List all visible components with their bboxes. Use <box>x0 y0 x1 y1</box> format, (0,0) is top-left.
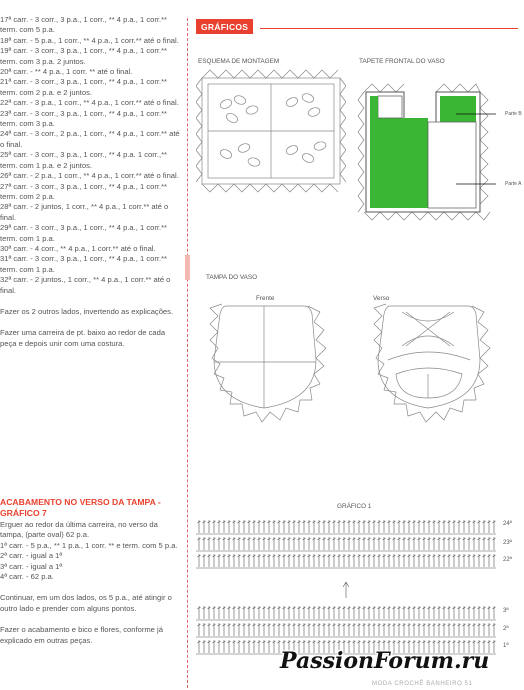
finish-line: 2ª carr. - igual a 1ª <box>0 551 63 561</box>
instruction-row: 26ª carr. - 2 p.a., 1 corr., ** 4 p.a., 1 corr.** até o final. <box>0 171 179 181</box>
row-label-24: 24ª <box>503 521 512 527</box>
instruction-row: 19ª carr. - 3 corr., 3 p.a., 1 corr., ** 4 p.a., 1 corr.** term. com 3 p.a. 2 juntos. <box>0 46 167 66</box>
instruction-row: 28ª carr. - 2 juntos, 1 corr., ** 4 p.a., 1 corr.** até o final. <box>0 202 169 222</box>
grafico1-caption: GRÁFICO 1 <box>337 503 372 510</box>
instruction-row: 22ª carr. - 3 p.a., 1 corr., ** 4 p.a., 1 corr.** até o final. <box>0 98 179 108</box>
side-marker <box>185 255 190 280</box>
instruction-row: 21ª carr. - 3 corr., 3 p.a., 1 corr., ** 4 p.a., 1 corr.** term. com 2 p.a. e 2 juntos. <box>0 77 167 97</box>
esquema-diagram <box>196 66 346 196</box>
finish-paragraph-b: Fazer o acabamento e bico e flores, conforme já explicado em outras peças. <box>0 625 163 645</box>
finish-line: 3ª carr. - igual a 1ª <box>0 561 63 571</box>
parte-b-label: Parte B <box>505 111 522 117</box>
finish-body <box>0 520 183 646</box>
tampa-caption: TAMPA DO VASO <box>206 274 258 281</box>
row-label-1: 1ª <box>503 643 509 649</box>
tampa-frente-diagram <box>200 300 330 425</box>
row-label-23: 23ª <box>503 540 512 546</box>
grafico1-chart <box>196 516 500 664</box>
instruction-row: 29ª carr. - 3 corr., 3 p.a., 1 corr., ** 4 p.a., 1 corr.** term. com 1 p.a. <box>0 223 167 243</box>
paragraph-invert: Fazer os 2 outros lados, invertendo as explicações. <box>0 306 174 316</box>
row-label-22: 22ª <box>503 557 512 563</box>
page-footer: MODA CROCHÊ BANHEIRO 51 <box>372 681 473 687</box>
paragraph-join: Fazer uma carreira de pt. baixo ao redor de cada peça e depois unir com uma costura. <box>0 328 166 348</box>
finish-line: 4ª carr. - 62 p.a. <box>0 572 54 582</box>
esquema-caption: ESQUEMA DE MONTAGEM <box>198 58 280 65</box>
finish-line: Erguer ao redor da última carreira, no verso da tampa, (parte oval) 62 p.a. <box>0 520 158 540</box>
instructions-list <box>0 15 183 349</box>
parte-b-left <box>370 118 428 208</box>
parte-b-right <box>440 96 476 122</box>
finish-line: 1ª carr. - 5 p.a., ** 1 p.a., 1 corr. ** e term. com 5 p.a. <box>0 540 178 550</box>
column-divider <box>187 18 188 688</box>
frente-label: Frente <box>256 295 275 302</box>
tapete-caption: TAPETE FRONTAL DO VASO <box>359 58 445 65</box>
instruction-row: 17ª carr. - 3 corr., 3 p.a., 1 corr., ** 4 p.a., 1 corr.** term. com 5 p.a. <box>0 15 167 35</box>
instruction-row: 31ª carr. - 3 corr., 3 p.a., 1 corr., ** 4 p.a., 1 corr.** term. com 1 p.a. <box>0 254 167 274</box>
finish-paragraph-a: Continuar, em um dos lados, os 5 p.a., até atingir o outro lado e prender com alguns pontos. <box>0 593 172 613</box>
row-label-2: 2ª <box>503 626 509 632</box>
row-label-3: 3ª <box>503 608 509 614</box>
tampa-verso-diagram <box>366 300 506 425</box>
instruction-row: 30ª carr. - 4 corr., ** 4 p.a., 1 corr.** até o final. <box>0 243 156 253</box>
verso-label: Verso <box>373 295 390 302</box>
parte-a-label: Parte A <box>505 181 522 187</box>
watermark-logo: PassionForum.ru <box>280 648 490 674</box>
graficos-rule <box>260 28 518 29</box>
instruction-row: 24ª carr. - 3 corr., 2 p.a., 1 corr., ** 4 p.a., 1 corr.** até o final. <box>0 129 180 149</box>
instruction-row: 27ª carr. - 3 corr., 3 p.a., 1 corr., ** 4 p.a., 1 corr.** term. com 2 p.a. <box>0 181 167 201</box>
instruction-row: 25ª carr. - 3 corr., 3 p.a., 1 corr., ** 4 p.a. 1 corr.,** term. com 1 p.a. e 2 juntos. <box>0 150 167 170</box>
graficos-heading: GRÁFICOS <box>196 19 253 34</box>
instruction-row: 23ª carr. - 3 corr., 3 p.a., 1 corr., ** 4 p.a., 1 corr.** term. com 3 p.a. <box>0 108 167 129</box>
instruction-row: 20ª carr. - ** 4 p.a., 1 corr. ** até o final. <box>0 67 133 77</box>
instruction-row: 32ª carr. - 2 juntos., 1 corr., ** 4 p.a., 1 corr.** até o final. <box>0 275 171 295</box>
instruction-row: 18ª carr. - 5 p.a., 1 corr., ** 4 p.a., 1 corr.** até o final. <box>0 35 179 45</box>
tapete-diagram <box>356 72 496 222</box>
finish-title: ACABAMENTO NO VERSO DA TAMPA - GRÁFICO 7 <box>0 497 161 518</box>
